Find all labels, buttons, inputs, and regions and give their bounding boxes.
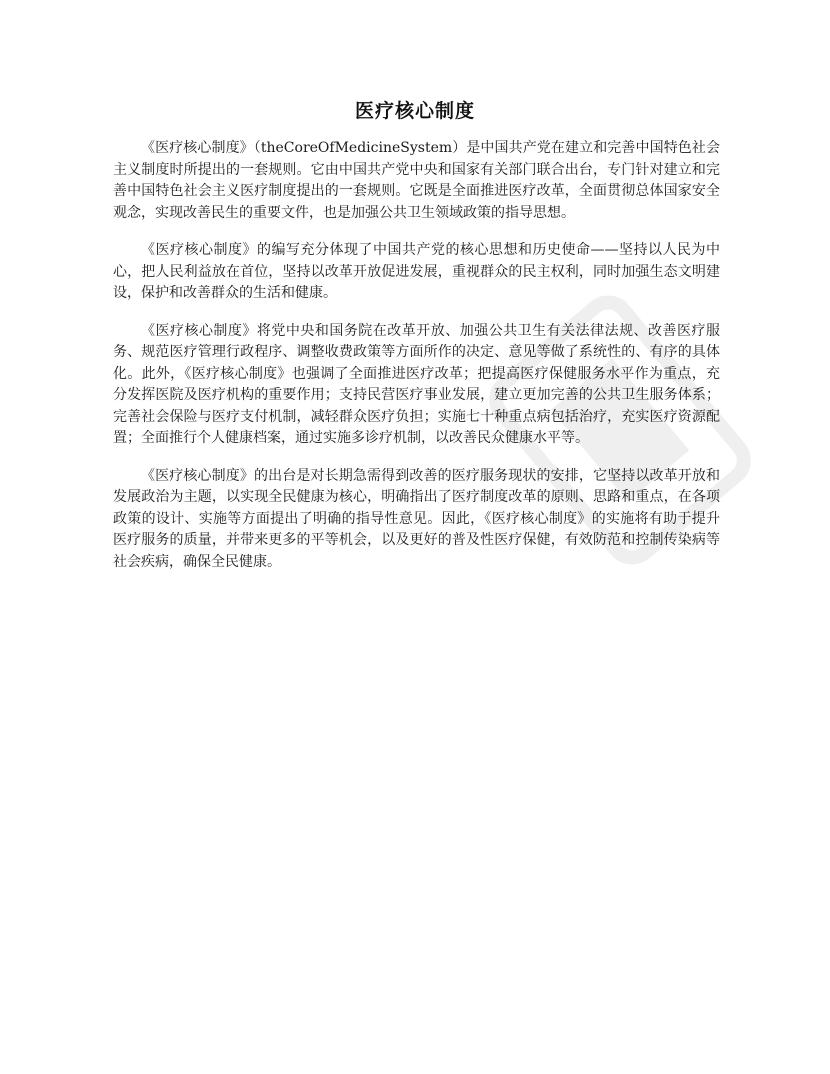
document-body	[113, 138, 720, 589]
document-title: 医疗核心制度	[354, 100, 475, 122]
paragraph-3: 《医疗核心制度》将党中央和国务院在改革开放、加强公共卫生有关法律法规、改善医疗服务、规范医疗管理行政程序、调整收费政策等方面所作的决定、意见等做了系统性的、有序的具体化。此外，《医疗核心制度》也强调了全面推进医疗改革；把提高医疗保健服务水平作为重点，充分发挥医院及医疗机构的重要作用；支持民营医疗事业发展，建立更加完善的公共卫生服务体系；完善社会保险与医疗支付机制，减轻群众医疗负担；实施七十种重点病包括治疗，充实医疗资源配置；全面推行个人健康档案，通过实施多诊疗机制，以改善民众健康水平等。	[113, 322, 720, 446]
paragraph-2: 《医疗核心制度》的编写充分体现了中国共产党的核心思想和历史使命——坚持以人民为中心，把人民利益放在首位，坚持以改革开放促进发展，重视群众的民主权利，同时加强生态文明建设，保护和改善群众的生活和健康。	[113, 242, 720, 301]
paragraph-4: 《医疗核心制度》的出台是对长期急需得到改善的医疗服务现状的安排，它坚持以改革开放和发展政治为主题，以实现全民健康为核心，明确指出了医疗制度改革的原则、思路和重点，在各项政策的设计、实施等方面提出了明确的指导性意见。因此，《医疗核心制度》的实施将有助于提升医疗服务的质量，并带来更多的平等机会，以及更好的普及性医疗保健，有效防范和控制传染病等社会疾病，确保全民健康。	[113, 467, 720, 570]
paragraph-1: 《医疗核心制度》（theCoreOfMedicineSystem）是中国共产党在建立和完善中国特色社会主义制度时所提出的一套规则。它由中国共产党中央和国家有关部门联合出台，专门针对建立和完善中国特色社会主义医疗制度提出的一套规则。它既是全面推进医疗改革，全面贯彻总体国家安全观念，实现改善民生的重要文件，也是加强公共卫生领域政策的指导思想。	[113, 140, 720, 221]
